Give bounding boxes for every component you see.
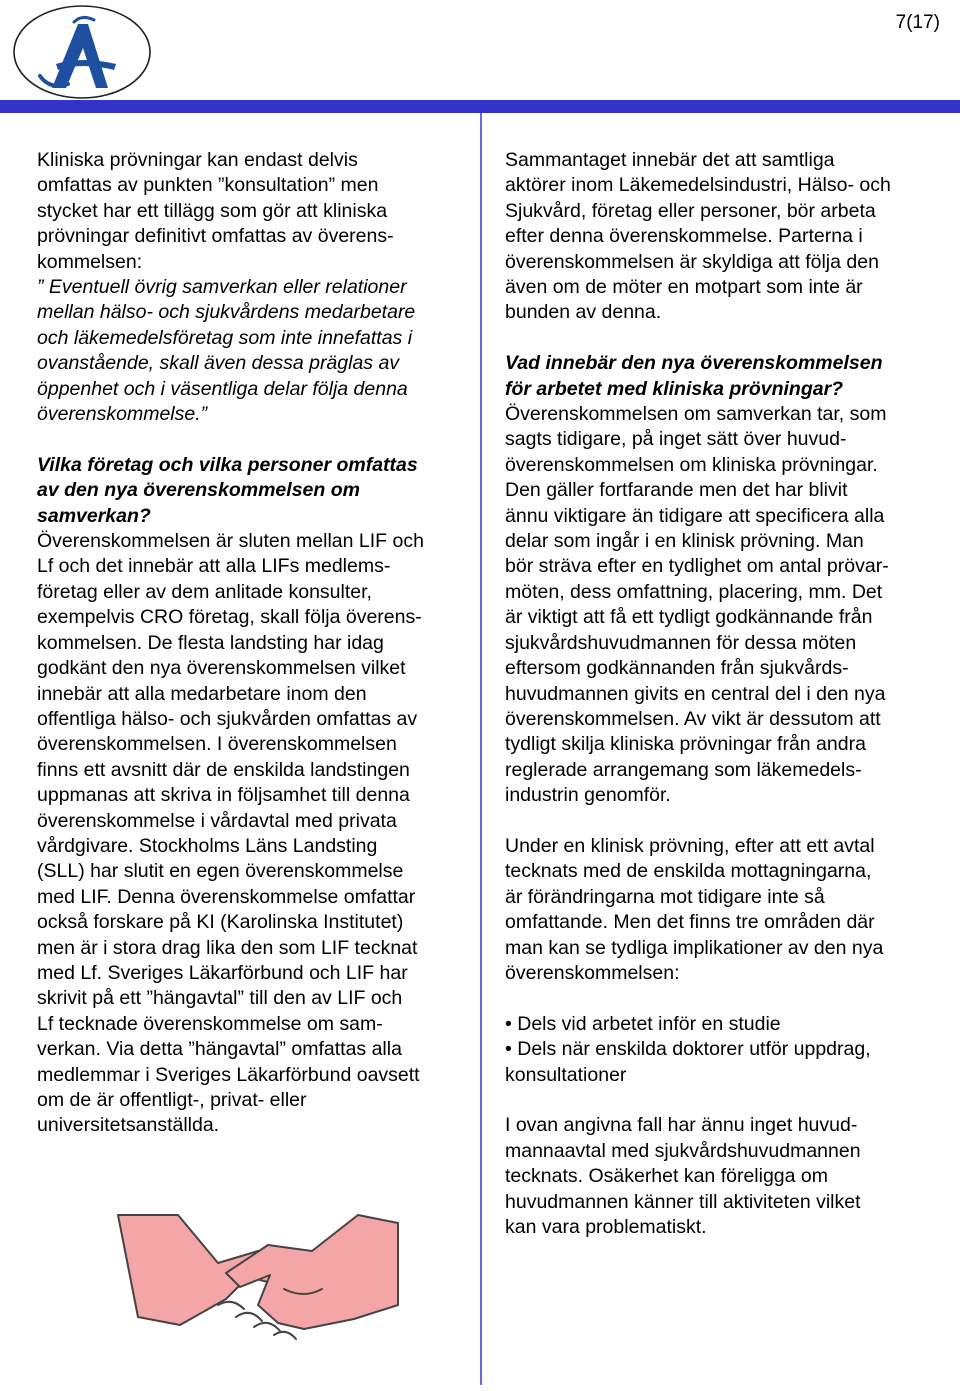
text-line: överenskommelsen. Av vikt är dessutom att: [505, 707, 881, 730]
text-line: och läkemedelsföretag som inte innefattas i: [37, 326, 413, 349]
text-line: Sammantaget innebär det att samtliga: [505, 149, 835, 171]
text-line: reglerade arrangemang som läkemedels-: [505, 758, 862, 781]
company-logo-icon: [12, 4, 152, 100]
right-column: [505, 148, 937, 1240]
text-line: Lf och det innebär att alla LIFs medlems-: [37, 555, 391, 578]
text-line: Sjukvård, företag eller personer, bör arbeta: [505, 199, 876, 222]
body-paragraph: [505, 402, 937, 809]
text-line: kan vara problematiskt.: [505, 1216, 707, 1238]
text-line: tecknats. Osäkerhet kan föreligga om: [505, 1165, 828, 1188]
text-line: • Dels när enskilda doktorer utför uppdrag,: [505, 1038, 871, 1061]
text-line: öppenhet och i väsentliga delar följa denna: [37, 377, 408, 400]
text-line: är förändringarna mot tidigare inte så: [505, 885, 825, 908]
text-line: med Lf. Sveriges Läkarförbund och LIF har: [37, 961, 408, 984]
text-line: universitetsanställda.: [37, 1114, 220, 1137]
text-line: med LIF. Denna överenskommelse omfattar: [37, 885, 416, 908]
intro-paragraph: [37, 148, 469, 275]
text-line: överenskommelsen om kliniska prövningar.: [505, 453, 878, 476]
quote-paragraph: [37, 275, 469, 427]
text-line: för arbetet med kliniska prövningar?: [505, 377, 844, 400]
text-line: finns ett avsnitt där de enskilda landstingen: [37, 758, 410, 781]
text-line: • Dels vid arbetet inför en studie: [505, 1012, 781, 1035]
text-line: Kliniska prövningar kan endast delvis: [37, 149, 358, 171]
list-item: [505, 1012, 937, 1037]
text-line: mellan hälso- och sjukvårdens medarbetare: [37, 301, 416, 324]
text-line: omfattande. Men det finns tre områden där: [505, 911, 875, 934]
text-line: efter denna överenskommelse. Parterna i: [505, 225, 863, 248]
text-line: huvudmannen givits en central del i den nya: [505, 682, 886, 705]
text-line: Vad innebär den nya överenskommelsen: [505, 352, 883, 375]
text-line: men är i stora drag lika den som LIF tecknat: [37, 936, 418, 959]
text-line: man kan se tydliga implikationer av den nya: [505, 936, 884, 959]
text-line: också forskare på KI (Karolinska Institutet): [37, 911, 404, 934]
text-line: kommelsen. De flesta landsting har idag: [37, 631, 384, 654]
text-line: överenskommelsen:: [505, 961, 680, 984]
text-line: offentliga hälso- och sjukvården omfattas av: [37, 707, 418, 730]
text-line: Vilka företag och vilka personer omfattas: [37, 453, 418, 476]
text-line: huvudmannen känner till aktiviteten vilket: [505, 1190, 861, 1213]
text-line: är viktigt att få ett tydligt godkännande från: [505, 606, 873, 629]
left-column: [37, 148, 469, 1139]
text-line: industrin genomför.: [505, 784, 671, 807]
text-line: överenskommelse.”: [37, 403, 208, 426]
text-line: möten, dess omfattning, placering, mm. Det: [505, 580, 883, 603]
text-line: bör sträva efter en tydlighet om antal prövar-: [505, 555, 889, 578]
body-paragraph: [37, 529, 469, 1139]
text-line: (SLL) har slutit en egen överenskommelse: [37, 860, 404, 883]
text-line: ” Eventuell övrig samverkan eller relationer: [37, 276, 407, 299]
section-heading: [37, 453, 469, 529]
text-line: Under en klinisk prövning, efter att ett avtal: [505, 834, 875, 857]
column-divider: [480, 113, 482, 1385]
body-paragraph: [505, 148, 937, 326]
body-paragraph: [505, 834, 937, 986]
handshake-icon: [108, 1205, 408, 1365]
text-line: medlemmar i Sveriges Läkarförbund oavsett: [37, 1063, 420, 1086]
text-line: sagts tidigare, på inget sätt över huvud-: [505, 428, 847, 451]
text-line: samverkan?: [37, 504, 151, 527]
text-line: överenskommelse i vårdavtal med privata: [37, 809, 397, 832]
text-line: Den gäller fortfarande men det har blivit: [505, 479, 848, 502]
text-line: Lf tecknade överenskommelse om sam-: [37, 1012, 383, 1035]
text-line: om de är offentligt-, privat- eller: [37, 1089, 307, 1112]
text-line: vårdgivare. Stockholms Läns Landsting: [37, 834, 378, 857]
text-line: skrivit på ett ”hängavtal” till den av LIF och: [37, 987, 403, 1010]
body-paragraph: [505, 1113, 937, 1240]
text-line: konsultationer: [505, 1063, 627, 1086]
text-line: innebär att alla medarbetare inom den: [37, 682, 367, 705]
text-line: tecknats med de enskilda mottagningarna,: [505, 860, 872, 883]
text-line: omfattas av punkten ”konsultation” men: [37, 174, 379, 197]
text-line: av den nya överenskommelsen om: [37, 479, 360, 502]
text-line: tydligt skilja kliniska prövningar från andra: [505, 733, 866, 756]
text-line: aktörer inom Läkemedelsindustri, Hälso- och: [505, 174, 891, 197]
text-line: verkan. Via detta ”hängavtal” omfattas alla: [37, 1038, 402, 1061]
section-heading: [505, 351, 937, 402]
text-line: överenskommelsen. I överenskommelsen: [37, 733, 397, 756]
text-line: bunden av denna.: [505, 301, 662, 324]
header-bar: [0, 100, 960, 113]
text-line: sjukvårdshuvudmannen för dessa möten: [505, 631, 857, 654]
text-line: Överenskommelsen är sluten mellan LIF och: [37, 530, 424, 553]
text-line: I ovan angivna fall har ännu inget huvud-: [505, 1114, 858, 1137]
bullet-list: [505, 1012, 937, 1088]
text-line: Överenskommelsen om samverkan tar, som: [505, 403, 887, 426]
page-number: 7(17): [895, 12, 940, 33]
text-line: ovanstående, skall även dessa präglas av: [37, 352, 400, 375]
text-line: stycket har ett tillägg som gör att kliniska: [37, 199, 388, 222]
text-line: uppmanas att skriva in följsamhet till denna: [37, 784, 410, 807]
text-line: delar som ingår i en klinisk prövning. Man: [505, 530, 864, 553]
text-line: kommelsen:: [37, 250, 143, 273]
text-line: eftersom godkännanden från sjukvårds-: [505, 657, 849, 680]
list-item: [505, 1037, 937, 1088]
text-line: mannaavtal med sjukvårdshuvudmannen: [505, 1139, 861, 1162]
text-line: även om de möter en motpart som inte är: [505, 276, 863, 299]
text-line: överenskommelsen är skyldiga att följa den: [505, 250, 879, 273]
text-line: prövningar definitivt omfattas av överens-: [37, 225, 394, 248]
text-line: exempelvis CRO företag, skall följa överens-: [37, 606, 422, 629]
text-line: företag eller av dem anlitade konsulter,: [37, 580, 372, 603]
text-line: ännu viktigare än tidigare att specificera alla: [505, 504, 885, 527]
text-line: godkänt den nya överenskommelsen vilket: [37, 657, 406, 680]
